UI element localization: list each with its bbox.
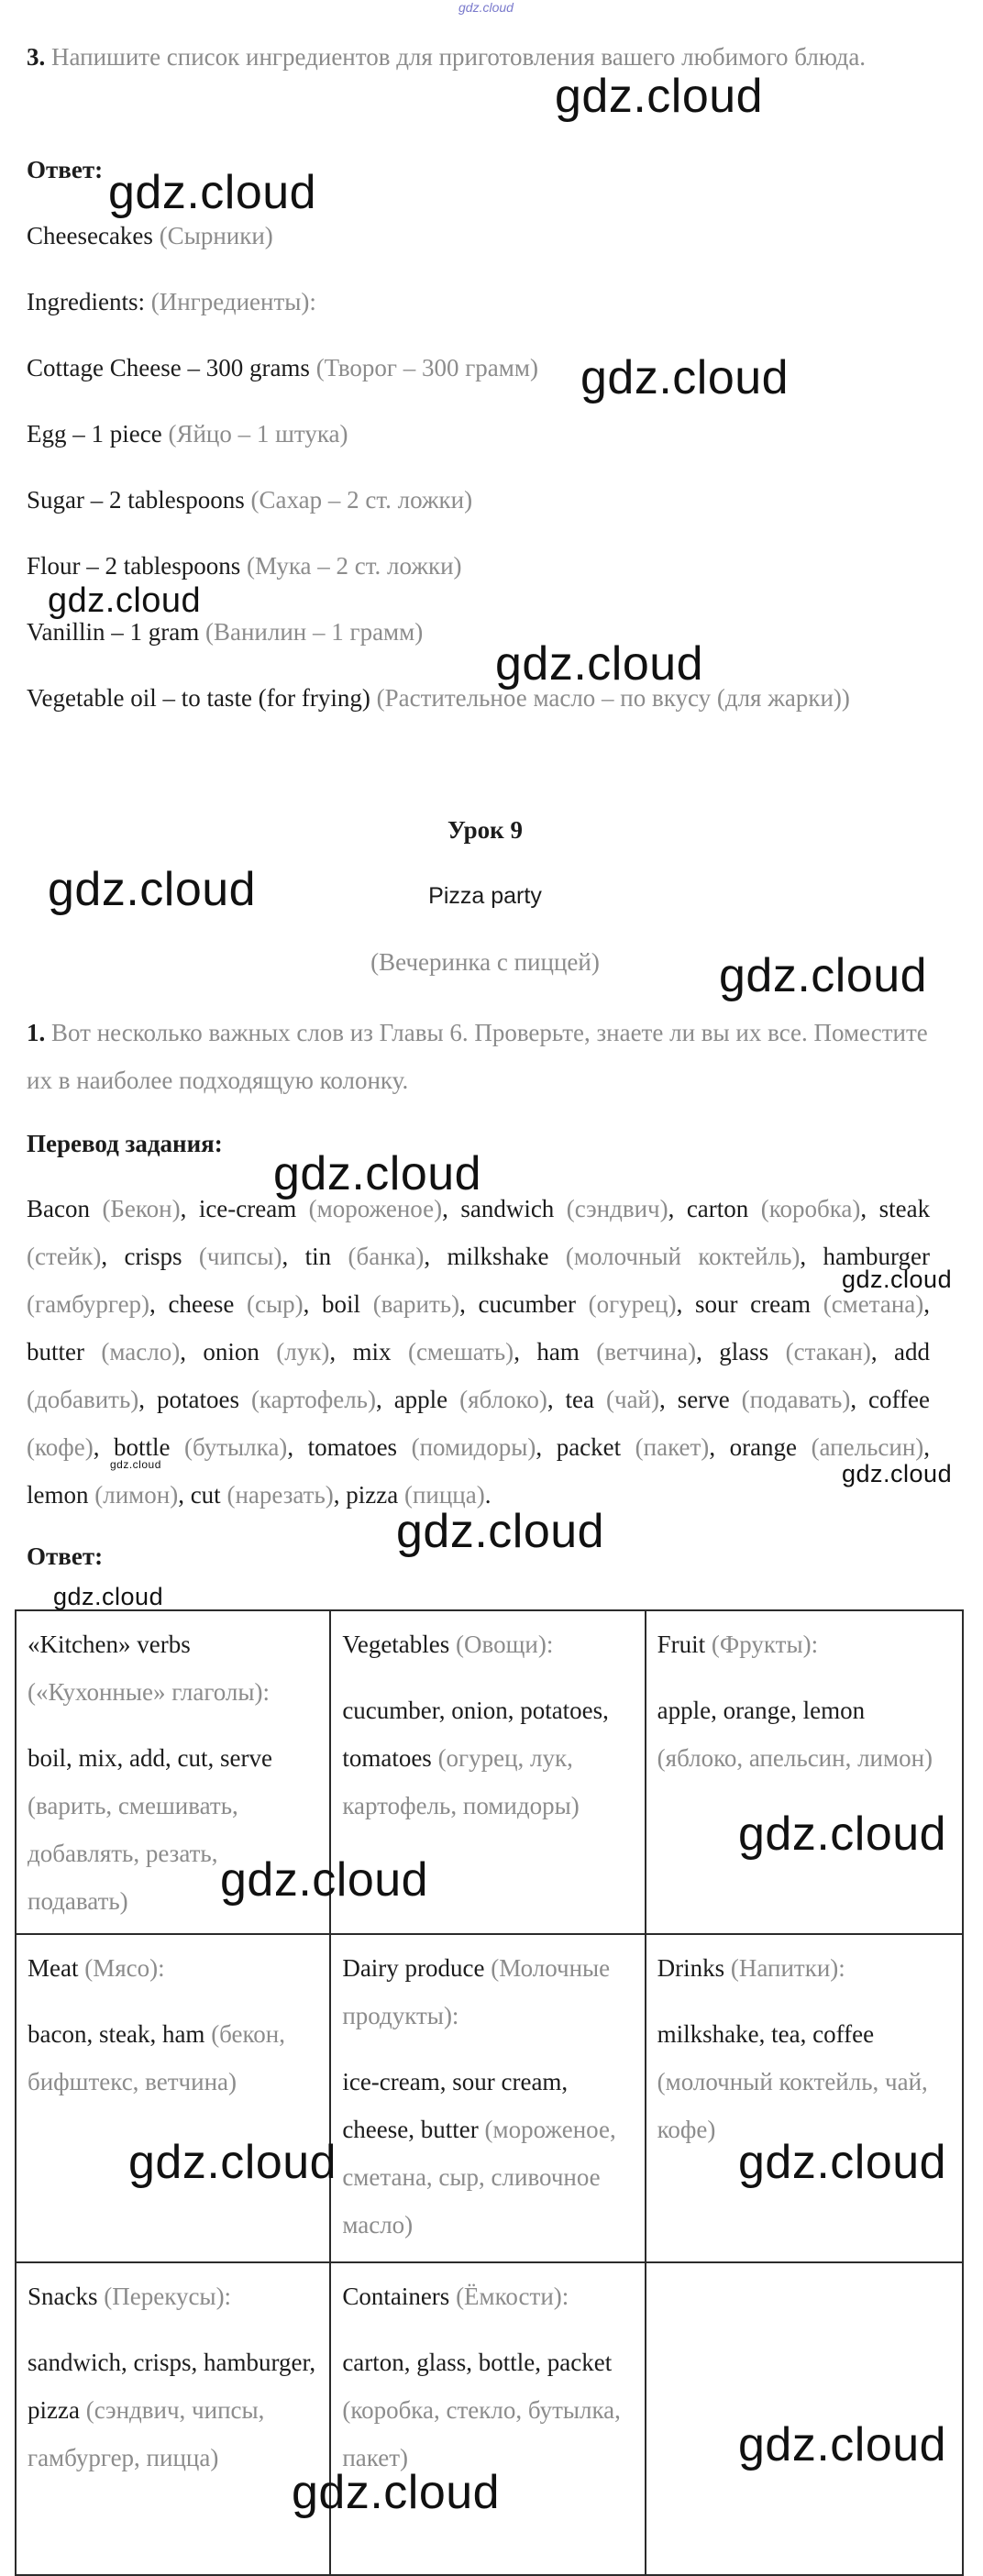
words-ru: (мороженое, сметана, сыр, сливочное масло) xyxy=(342,2116,616,2239)
ingredient-item xyxy=(27,616,423,647)
watermark: gdz.cloud xyxy=(48,581,202,620)
category-ru: (Напитки): xyxy=(730,1954,845,1982)
vocab-word-en: hamburger xyxy=(823,1243,931,1270)
ingredient-ru: (Растительное масло – по вкусу (для жарки)) xyxy=(376,684,850,712)
vocab-word-ru: (стакан) xyxy=(785,1338,871,1365)
vocab-word-en: onion xyxy=(203,1338,260,1365)
category-words xyxy=(28,2010,318,2106)
watermark: gdz.cloud xyxy=(555,70,764,123)
recipe-title xyxy=(27,220,273,251)
vocab-word-en: add xyxy=(894,1338,931,1365)
category-ru: (Мясо): xyxy=(84,1954,165,1982)
words-en: ice-cream, sour cream, cheese, butter xyxy=(342,2068,569,2143)
vocab-word-en: carton xyxy=(686,1195,749,1222)
vocab-word-en: mix xyxy=(352,1338,392,1365)
ingredients-heading-en: Ingredients: xyxy=(27,288,145,315)
category-en: Dairy produce xyxy=(342,1954,485,1982)
table-cell xyxy=(646,1611,964,1933)
vocab-word-ru: (добавить) xyxy=(27,1386,139,1413)
words-en: milkshake, tea, coffee xyxy=(657,2020,875,2048)
vocab-word-en: sour cream xyxy=(694,1290,812,1318)
category-en: «Kitchen» verbs xyxy=(28,1631,191,1658)
task1-answer-label: Ответ: xyxy=(27,1542,104,1570)
task3-number: 3. xyxy=(27,43,46,71)
vocab-word-en: cut xyxy=(190,1481,221,1509)
vocab-word-ru: (нарезать) xyxy=(226,1481,334,1509)
lesson-subtitle-ru: (Вечеринка с пиццей) xyxy=(370,948,600,976)
vocab-word-ru: (лук) xyxy=(276,1338,330,1365)
ingredient-en: Vanillin – 1 gram xyxy=(27,618,200,646)
vocab-word-ru: (мороженое) xyxy=(308,1195,443,1222)
lesson-subtitle: Pizza party xyxy=(428,883,542,909)
vocab-word-en: potatoes xyxy=(156,1386,239,1413)
vocab-word-en: tea xyxy=(565,1386,595,1413)
watermark: gdz.cloud xyxy=(580,351,790,404)
vocab-word-en: milkshake xyxy=(447,1243,549,1270)
watermark: gdz.cloud xyxy=(396,1505,605,1558)
category-words xyxy=(657,1686,951,1782)
category-heading xyxy=(28,1944,318,1992)
category-heading xyxy=(342,1620,633,1668)
category-en: Snacks xyxy=(28,2283,98,2310)
words-ru: (бекон, бифштекс, ветчина) xyxy=(28,2020,285,2095)
category-ru: (Фрукты): xyxy=(711,1631,819,1658)
table-cell xyxy=(646,1935,964,2261)
watermark: gdz.cloud xyxy=(738,2418,947,2471)
vocabulary-paragraph: Bacon (Бекон), ice-cream (мороженое), sandwich (сэндвич), carton (коробка), steak (стейк), crisps (чипсы), tin (банка), milkshake (молочный коктейль), hamburger (гамбургер), cheese (сыр), boil (варить), cucumber (огурец), sour cream (сметана), butter (масло), onion (лук), mix (смешать), ham (ветчина), glass (стакан), add (добавить), potatoes (картофель), apple (яблоко), tea (чай), serve (подавать), coffee (кофе), bottle (бутылка), tomatoes (помидоры), packet (пакет), orange (апельсин), lemon (лимон), cut (нарезать), pizza (пицца). xyxy=(27,1195,931,1509)
vocab-word-en: serve xyxy=(677,1386,730,1413)
vocab-word-en: tomatoes xyxy=(307,1433,398,1461)
category-en: Fruit xyxy=(657,1631,706,1658)
vocab-word-ru: (пакет) xyxy=(635,1433,710,1461)
vocab-word-en: lemon xyxy=(27,1481,89,1509)
vocab-word-ru: (картофель) xyxy=(250,1386,376,1413)
task3-instruction-text: Напишите список ингредиентов для приготовления вашего любимого блюда. xyxy=(51,43,867,71)
task1-instruction xyxy=(27,1009,930,1104)
watermark: gdz.cloud xyxy=(48,863,257,916)
category-words xyxy=(28,2338,318,2482)
vocab-word-ru: (коробка) xyxy=(760,1195,861,1222)
vocab-word-ru: (стейк) xyxy=(27,1243,102,1270)
watermark: gdz.cloud xyxy=(495,637,704,691)
recipe-title-ru: (Сырники) xyxy=(159,222,273,249)
lesson-title: Урок 9 xyxy=(447,816,523,844)
category-words xyxy=(342,1686,633,1830)
words-ru: (яблоко, апельсин, лимон) xyxy=(657,1744,933,1772)
vocab-word-ru: (помидоры) xyxy=(411,1433,536,1461)
table-row xyxy=(17,1611,964,1935)
vocab-word-en: packet xyxy=(556,1433,622,1461)
task3-answer-label: Ответ: xyxy=(27,156,104,183)
watermark: gdz.cloud xyxy=(738,1808,947,1861)
ingredient-ru: (Ванилин – 1 грамм) xyxy=(204,618,424,646)
vocab-word-en: Bacon xyxy=(27,1195,90,1222)
watermark: gdz.cloud xyxy=(842,1460,953,1487)
task1-instruction-text: Вот несколько важных слов из Главы 6. Проверьте, знаете ли вы их все. Поместите их в наиболее подходящую колонку. xyxy=(27,1019,928,1094)
vocab-word-ru: (апельсин) xyxy=(811,1433,924,1461)
words-en: boil, mix, add, cut, serve xyxy=(28,1744,272,1772)
vocab-word-ru: (банка) xyxy=(348,1243,425,1270)
category-en: Vegetables xyxy=(342,1631,450,1658)
category-ru: («Кухонные» глаголы): xyxy=(28,1678,271,1706)
ingredients-heading-ru: (Ингредиенты): xyxy=(150,288,316,315)
vocab-word-ru: (огурец) xyxy=(588,1290,677,1318)
vocab-word-ru: (сыр) xyxy=(247,1290,304,1318)
ingredient-ru: (Мука – 2 ст. ложки) xyxy=(247,552,462,580)
words-ru: (огурец, лук, картофель, помидоры) xyxy=(342,1744,580,1819)
vocab-word-en: bottle xyxy=(113,1433,171,1461)
watermark: gdz.cloud xyxy=(738,2136,947,2189)
watermark: gdz.cloud xyxy=(719,949,928,1002)
words-en: sandwich, crisps, hamburger, pizza xyxy=(28,2349,316,2424)
translation-label: Перевод задания: xyxy=(27,1130,223,1157)
vocab-word-ru: (ветчина) xyxy=(596,1338,697,1365)
table-cell xyxy=(331,2263,646,2574)
vocab-word-ru: (чай) xyxy=(606,1386,659,1413)
vocab-word-en: apple xyxy=(393,1386,448,1413)
ingredient-en: Vegetable oil – to taste (for frying) xyxy=(27,684,370,712)
watermark: gdz.cloud xyxy=(220,1853,429,1907)
vocab-word-en: orange xyxy=(729,1433,798,1461)
category-heading xyxy=(28,2272,318,2320)
vocab-word-ru: (пицца) xyxy=(403,1481,485,1509)
category-words xyxy=(657,2010,951,2153)
ingredient-ru: (Творог – 300 грамм) xyxy=(315,354,538,381)
table-cell xyxy=(331,1935,646,2261)
task3-instruction xyxy=(27,33,930,81)
vocab-word-en: tin xyxy=(304,1243,332,1270)
ingredient-en: Cottage Cheese – 300 grams xyxy=(27,354,310,381)
vocab-word-en: ham xyxy=(536,1338,580,1365)
category-heading xyxy=(342,1944,633,2040)
vocab-word-ru: (чипсы) xyxy=(198,1243,282,1270)
watermark: gdz.cloud xyxy=(53,1583,164,1610)
category-ru: (Молочные продукты): xyxy=(342,1954,611,2029)
ingredient-ru: (Яйцо – 1 штука) xyxy=(168,420,348,448)
watermark: gdz.cloud xyxy=(128,2136,337,2189)
vocab-word-ru: (гамбургер) xyxy=(27,1290,150,1318)
watermark: gdz.cloud xyxy=(842,1266,953,1293)
table-cell xyxy=(17,1935,331,2261)
vocab-word-en: glass xyxy=(719,1338,769,1365)
category-words xyxy=(342,2058,633,2249)
category-heading xyxy=(657,1620,951,1668)
category-en: Containers xyxy=(342,2283,450,2310)
vocab-word-en: ice-cream xyxy=(198,1195,297,1222)
category-heading xyxy=(657,1944,951,1992)
words-ru: (варить, смешивать, добавлять, резать, подавать) xyxy=(28,1792,238,1915)
watermark: gdz.cloud xyxy=(273,1147,482,1200)
vocab-word-ru: (варить) xyxy=(372,1290,460,1318)
vocab-word-en: coffee xyxy=(868,1386,930,1413)
watermark: gdz.cloud xyxy=(110,1458,161,1471)
ingredient-ru: (Сахар – 2 ст. ложки) xyxy=(250,486,473,514)
vocab-word-ru: (сметана) xyxy=(823,1290,924,1318)
category-ru: (Ёмкости): xyxy=(456,2283,569,2310)
category-ru: (Перекусы): xyxy=(104,2283,232,2310)
category-ru: (Овощи): xyxy=(456,1631,554,1658)
category-en: Drinks xyxy=(657,1954,725,1982)
words-en: apple, orange, lemon xyxy=(657,1697,866,1724)
category-en: Meat xyxy=(28,1954,79,1982)
words-en: bacon, steak, ham xyxy=(28,2020,205,2048)
vocab-word-en: butter xyxy=(27,1338,84,1365)
watermark: gdz.cloud xyxy=(108,166,317,219)
vocab-word-en: crisps xyxy=(124,1243,182,1270)
ingredient-item xyxy=(27,418,348,449)
vocab-word-en: boil xyxy=(322,1290,361,1318)
vocab-word-en: pizza xyxy=(346,1481,399,1509)
vocab-word-en: steak xyxy=(878,1195,931,1222)
ingredient-en: Egg – 1 piece xyxy=(27,420,162,448)
words-en: carton, glass, bottle, packet xyxy=(342,2349,613,2376)
vocab-word-ru: (бутылка) xyxy=(184,1433,288,1461)
ingredient-en: Sugar – 2 tablespoons xyxy=(27,486,245,514)
words-ru: (молочный коктейль, чай, кофе) xyxy=(657,2068,928,2143)
vocab-word-en: sandwich xyxy=(460,1195,555,1222)
vocab-word-ru: (Бекон) xyxy=(102,1195,181,1222)
words-ru: (сэндвич, чипсы, гамбургер, пицца) xyxy=(28,2396,265,2471)
watermark: gdz.cloud xyxy=(292,2466,501,2519)
vocab-word-ru: (сэндвич) xyxy=(566,1195,668,1222)
ingredient-item xyxy=(27,550,462,581)
ingredient-item xyxy=(27,682,850,713)
ingredients-heading xyxy=(27,286,316,317)
table-row xyxy=(17,1935,964,2263)
vocab-word-ru: (лимон) xyxy=(94,1481,179,1509)
vocab-word-ru: (смешать) xyxy=(407,1338,514,1365)
ingredient-item xyxy=(27,484,472,515)
vocab-word-ru: (кофе) xyxy=(27,1433,94,1461)
category-heading xyxy=(28,1620,318,1716)
task1-number: 1. xyxy=(27,1019,46,1046)
table-cell xyxy=(17,2263,331,2574)
vocab-word-ru: (подавать) xyxy=(741,1386,851,1413)
ingredient-item xyxy=(27,352,538,383)
header-watermark: gdz.cloud xyxy=(458,0,514,15)
vocab-word-ru: (яблоко) xyxy=(459,1386,547,1413)
words-en: cucumber, onion, potatoes, tomatoes xyxy=(342,1697,609,1772)
category-heading xyxy=(342,2272,633,2320)
vocab-word-en: cheese xyxy=(168,1290,235,1318)
recipe-title-en: Cheesecakes xyxy=(27,222,153,249)
vocab-word-en: cucumber xyxy=(478,1290,576,1318)
ingredient-en: Flour – 2 tablespoons xyxy=(27,552,241,580)
vocab-word-ru: (молочный коктейль) xyxy=(565,1243,801,1270)
category-words xyxy=(342,2338,633,2482)
vocab-word-ru: (масло) xyxy=(101,1338,181,1365)
words-ru: (коробка, стекло, бутылка, пакет) xyxy=(342,2396,621,2471)
